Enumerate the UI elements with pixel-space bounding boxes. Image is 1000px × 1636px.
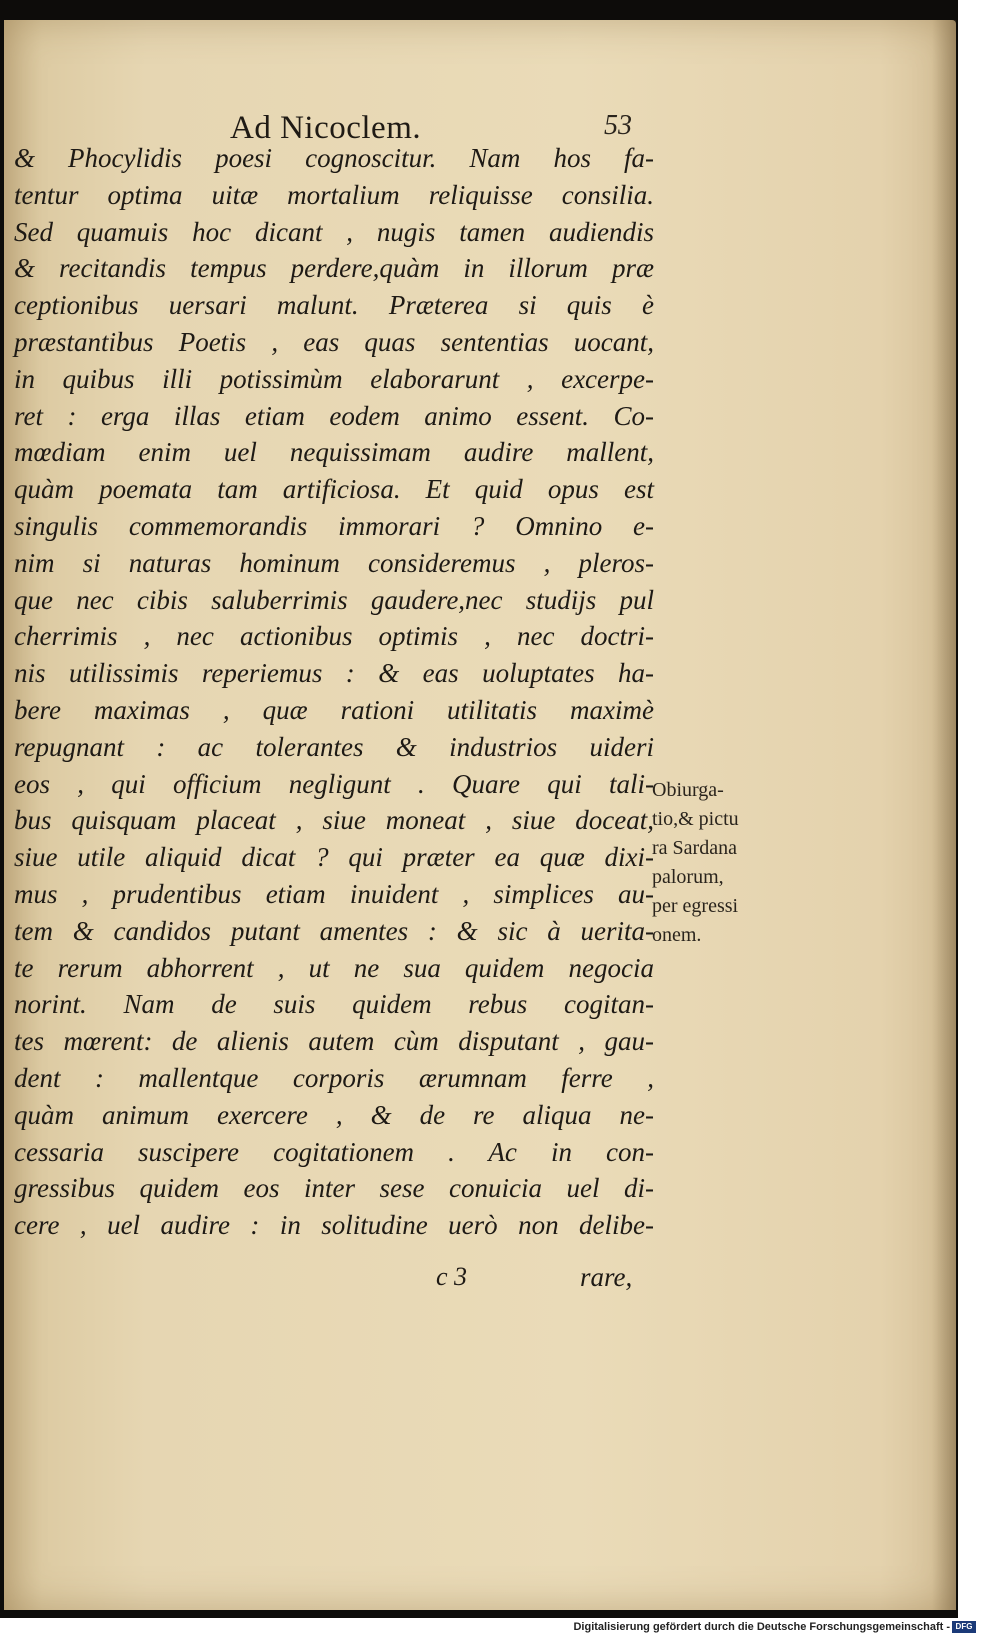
marginal-note xyxy=(652,776,782,950)
funding-credit: Digitalisierung gefördert durch die Deutsche Forschungsgemeinschaft - xyxy=(573,1621,950,1633)
text-line: eos , qui officium negligunt . Quare qui tali- xyxy=(14,768,654,799)
marginal-note-line: per egressi xyxy=(652,895,739,917)
text-line: quàm poemata tam artificiosa. Et quid opus est xyxy=(14,474,654,505)
text-line: præstantibus Poetis , eas quas sententias uocant, xyxy=(14,326,654,357)
marginal-note-line: ra Sardana xyxy=(652,837,737,859)
text-line: mœdiam enim uel nequissimam audire mallent, xyxy=(14,437,654,468)
text-line: ret : erga illas etiam eodem animo essent. Co- xyxy=(14,400,654,431)
catchword: rare, xyxy=(580,1262,633,1292)
text-line: mus , prudentibus etiam inuident , simplices au- xyxy=(14,878,654,909)
text-line: repugnant : ac tolerantes & industrios uideri xyxy=(14,731,654,762)
page-edge-shadow xyxy=(932,20,956,1610)
marginal-note-line: palorum, xyxy=(652,866,724,888)
text-line: siue utile aliquid dicat ? qui præter ea quæ dixi- xyxy=(14,842,654,873)
text-line: in quibus illi potissimùm elaborarunt , excerpe- xyxy=(14,363,654,394)
text-line: quàm animum exercere , & de re aliqua ne- xyxy=(14,1099,654,1130)
marginal-note-line: Obiurga- xyxy=(652,779,724,801)
signature-mark: c 3 xyxy=(436,1262,468,1291)
text-line: dent : mallentque corporis ærumnam ferre , xyxy=(14,1062,654,1093)
text-line: cessaria suscipere cogitationem . Ac in con- xyxy=(14,1136,654,1167)
dfg-logo: DFG xyxy=(952,1621,976,1633)
text-line: & recitandis tempus perdere,quàm in illorum præ xyxy=(14,253,654,284)
text-line: tentur optima uitæ mortalium reliquisse consilia. xyxy=(14,179,654,210)
text-line: & Phocylidis poesi cognoscitur. Nam hos fa- xyxy=(14,143,654,173)
marginal-note-line: onem. xyxy=(652,924,702,946)
marginal-note-line: tio,& pictu xyxy=(652,808,739,830)
text-line: cere , uel audire : in solitudine uerò non delibe- xyxy=(14,1210,654,1241)
text-line: nim si naturas hominum consideremus , pleros- xyxy=(14,547,654,578)
text-line: nis utilissimis reperiemus : & eas uoluptates ha- xyxy=(14,658,654,689)
text-line: tem & candidos putant amentes : & sic à uerita- xyxy=(14,915,654,946)
text-line: te rerum abhorrent , ut ne sua quidem negocia xyxy=(14,952,654,983)
body-text-block xyxy=(14,140,654,1244)
text-line: Sed quamuis hoc dicant , nugis tamen audiendis xyxy=(14,216,654,247)
text-line: que nec cibis saluberrimis gaudere,nec studijs pul xyxy=(14,584,654,615)
text-line: bere maximas , quæ rationi utilitatis maximè xyxy=(14,694,654,725)
running-title: Ad Nicoclem. xyxy=(230,110,422,146)
text-line: norint. Nam de suis quidem rebus cogitan- xyxy=(14,989,654,1020)
text-line: tes mœrent: de alienis autem cùm disputant , gau- xyxy=(14,1026,654,1057)
text-line: cherrimis , nec actionibus optimis , nec doctri- xyxy=(14,621,654,652)
text-line: bus quisquam placeat , siue moneat , siue doceat, xyxy=(14,805,654,836)
text-line: gressibus quidem eos inter sese conuicia uel di- xyxy=(14,1173,654,1204)
page-number: 53 xyxy=(604,110,632,141)
text-line: singulis commemorandis immorari ? Omnino e- xyxy=(14,510,654,541)
text-line: ceptionibus uersari malunt. Præterea si quis è xyxy=(14,290,654,321)
